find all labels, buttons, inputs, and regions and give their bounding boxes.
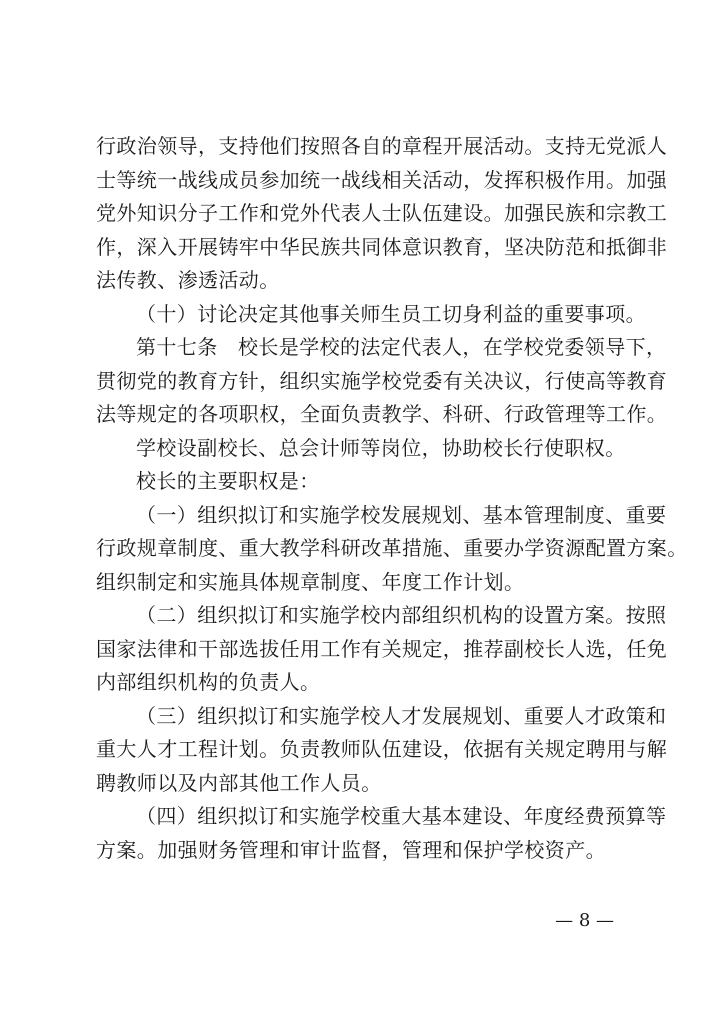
text-line: （一）组织拟订和实施学校发展规划、基本管理制度、重要	[136, 502, 667, 527]
text-line: 组织制定和实施具体规章制度、年度工作计划。	[96, 569, 525, 594]
text-line: 校长的主要职权是：	[136, 469, 320, 493]
text-line: 行政治领导，支持他们按照各自的章程开展活动。支持无党派人	[96, 134, 668, 158]
text-line: 贯彻党的教育方针，组织实施学校党委有关决议，行使高等教育	[96, 368, 668, 393]
text-line: 学校设副校长、总会计师等岗位，协助校长行使职权。	[136, 435, 626, 460]
text-line: 党外知识分子工作和党外代表人士队伍建设。加强民族和宗教工	[96, 201, 668, 225]
text-line: （四）组织拟订和实施学校重大基本建设、年度经费预算等	[136, 804, 667, 828]
text-line: 方案。加强财务管理和审计监督，管理和保护学校资产。	[96, 837, 606, 862]
text-line: 重大人才工程计划。负责教师队伍建设，依据有关规定聘用与解	[96, 737, 668, 761]
text-line: 作，深入开展铸牢中华民族共同体意识教育，坚决防范和抵御非	[96, 234, 668, 259]
text-line: 内部组织机构的负责人。	[96, 670, 321, 694]
text-line: （三）组织拟订和实施学校人才发展规划、重要人才政策和	[136, 703, 667, 728]
text-line: （二）组织拟订和实施学校内部组织机构的设置方案。按照	[136, 603, 667, 627]
page-number: — 8 —	[555, 910, 614, 931]
text-line: 国家法律和干部选拔任用工作有关规定，推荐副校长人选，任免	[96, 636, 668, 661]
text-line: 聘教师以及内部其他工作人员。	[96, 770, 382, 795]
text-line: 士等统一战线成员参加统一战线相关活动，发挥积极作用。加强	[96, 167, 668, 192]
text-line: 法等规定的各项职权，全面负责教学、科研、行政管理等工作。	[96, 402, 668, 426]
text-line: （十）讨论决定其他事关师生员工切身利益的重要事项。	[136, 301, 646, 326]
body-text	[96, 130, 688, 867]
text-line: 法传教、渗透活动。	[96, 268, 280, 292]
text-line: 行政规章制度、重大教学科研改革措施、重要办学资源配置方案。	[96, 536, 688, 560]
article-heading-line: 第十七条 校长是学校的法定代表人，在学校党委领导下，	[136, 335, 667, 359]
